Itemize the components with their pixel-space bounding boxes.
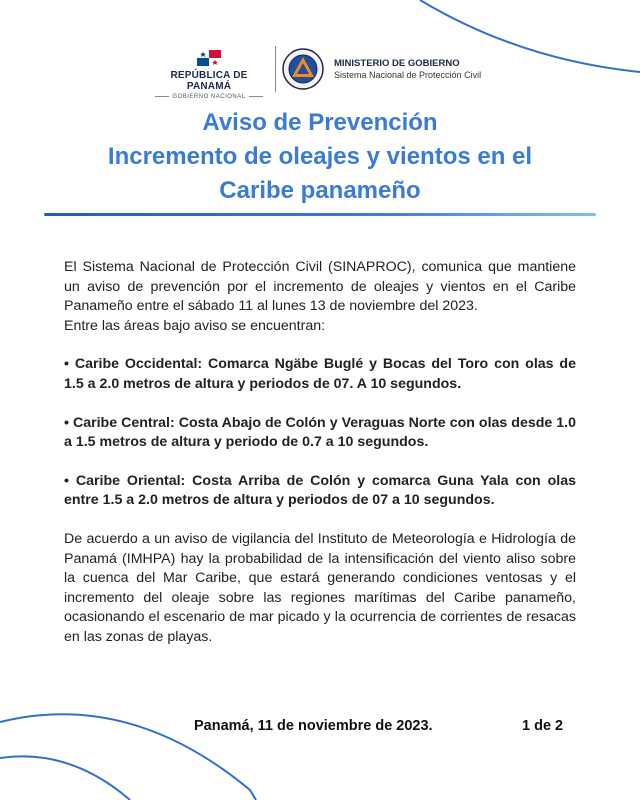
areas-intro: Entre las áreas bajo aviso se encuentran: xyxy=(64,317,326,334)
closing-paragraph: De acuerdo a un aviso de vigilancia del Instituto de Meteorología e Hidrología de Panamá (IMHPA) hay la probabilidad de la intensificación del viento aliso sobre la cuenca del Mar Caribe, que estará generando condiciones ventosas y el incremento del oleaje sobre las regiones marítimas del Caribe panameño, ocasionando el escenario de mar picado y la ocurrencia de corrientes de resacas en las zonas de playas. xyxy=(64,530,576,645)
bullet-caribe-occidental: • Caribe Occidental: Comarca Ngäbe Buglé y Bocas del Toro con olas de 1.5 a 2.0 metros de altura y periodos de 07. A 10 segundos. xyxy=(64,356,576,392)
intro-paragraph: El Sistema Nacional de Protección Civil (SINAPROC), comunica que mantiene un aviso de prevención por el incremento de oleajes y vientos en el Caribe Panameño entre el sábado 11 al lunes 13 de noviembre del 2023. xyxy=(64,259,576,315)
title-underline xyxy=(44,213,596,216)
panama-flag-icon xyxy=(197,50,221,66)
title-line-3: Caribe panameño xyxy=(219,177,421,204)
bullet-caribe-oriental: • Caribe Oriental: Costa Arriba de Colón y comarca Guna Yala con olas entre 1.5 a 2.0 metros de altura y periodos de 07 a 10 segundos. xyxy=(64,472,576,509)
ministry-subtitle: Sistema Nacional de Protección Civil xyxy=(334,70,482,80)
republic-name: REPÚBLICA DE PANAMÁ xyxy=(170,70,248,92)
header-logos xyxy=(0,46,640,100)
republic-logo xyxy=(148,50,270,100)
header-divider xyxy=(275,46,276,92)
bullet-caribe-central: • Caribe Central: Costa Abajo de Colón y Veraguas Norte con olas desde 1.0 a 1.5 metros de altura y periodo de 0.7 a 10 segundos. xyxy=(64,414,576,451)
footer-date: Panamá, 11 de noviembre de 2023. xyxy=(194,718,433,734)
title-line-1: Aviso de Prevención xyxy=(202,109,438,136)
republic-subtitle: GOBIERNO NACIONAL xyxy=(172,94,246,100)
notice-body xyxy=(64,258,576,648)
civil-protection-seal-icon xyxy=(282,48,324,90)
ministry-name: MINISTERIO DE GOBIERNO xyxy=(334,58,460,69)
title-line-2: Incremento de oleajes y vientos en el xyxy=(107,143,533,170)
page-title xyxy=(20,106,620,208)
ministry-logo-text xyxy=(334,58,481,80)
page-number: 1 de 2 xyxy=(522,718,564,734)
